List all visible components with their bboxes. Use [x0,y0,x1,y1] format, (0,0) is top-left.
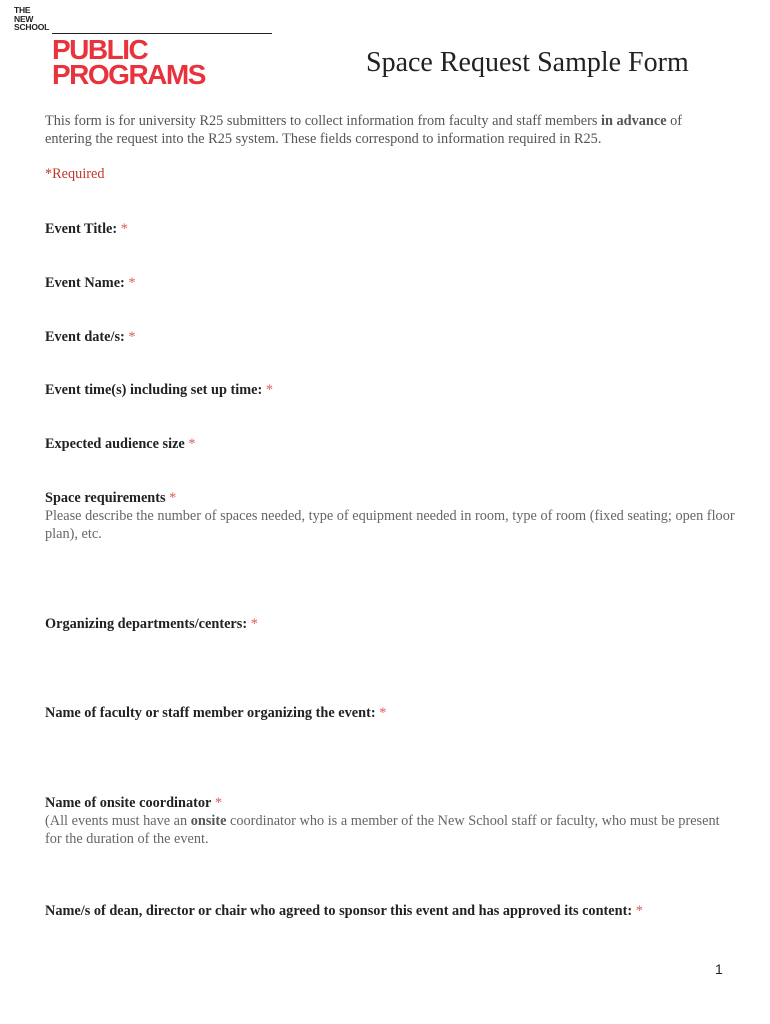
onsite-coordinator-description: (All events must have an onsite coordinator who is a member of the New School staff or faculty, who must be present for the duration of the event. [45,813,720,847]
field-event-dates: Event date/s: * [45,329,136,345]
field-onsite-coordinator: Name of onsite coordinator * (All events must have an onsite coordinator who is a member of the New School staff or faculty, who must be present for the duration of the event. [45,795,720,847]
logo-school-text: THE NEW SCHOOL [14,5,50,32]
logo [14,6,264,90]
required-note: *Required [45,166,105,182]
field-organizing-departments: Organizing departments/centers: * [45,616,258,632]
field-space-requirements: Space requirements * Please describe the number of spaces needed, type of equipment needed in room, type of room (fixed seating; open floor plan), etc. [45,490,735,542]
page-number: 1 [715,961,723,977]
field-event-title: Event Title: * [45,221,128,237]
field-sponsor-approval: Name/s of dean, director or chair who agreed to sponsor this event and has approved its content: * [45,903,643,919]
field-organizer-name: Name of faculty or staff member organizing the event: * [45,705,387,721]
space-requirements-description: Please describe the number of spaces needed, type of equipment needed in room, type of room (fixed seating; open floor plan), etc. [45,508,735,542]
intro-text: This form is for university R25 submitters to collect information from faculty and staff members in advance of entering the request into the R25 system. These fields correspond to information required in R25. [45,113,683,147]
field-audience-size: Expected audience size * [45,436,196,452]
page-title: Space Request Sample Form [366,47,689,78]
field-event-name: Event Name: * [45,275,136,291]
field-event-times: Event time(s) including set up time: * [45,382,273,398]
logo-public-programs: PUBLIC PROGRAMS [52,34,205,90]
